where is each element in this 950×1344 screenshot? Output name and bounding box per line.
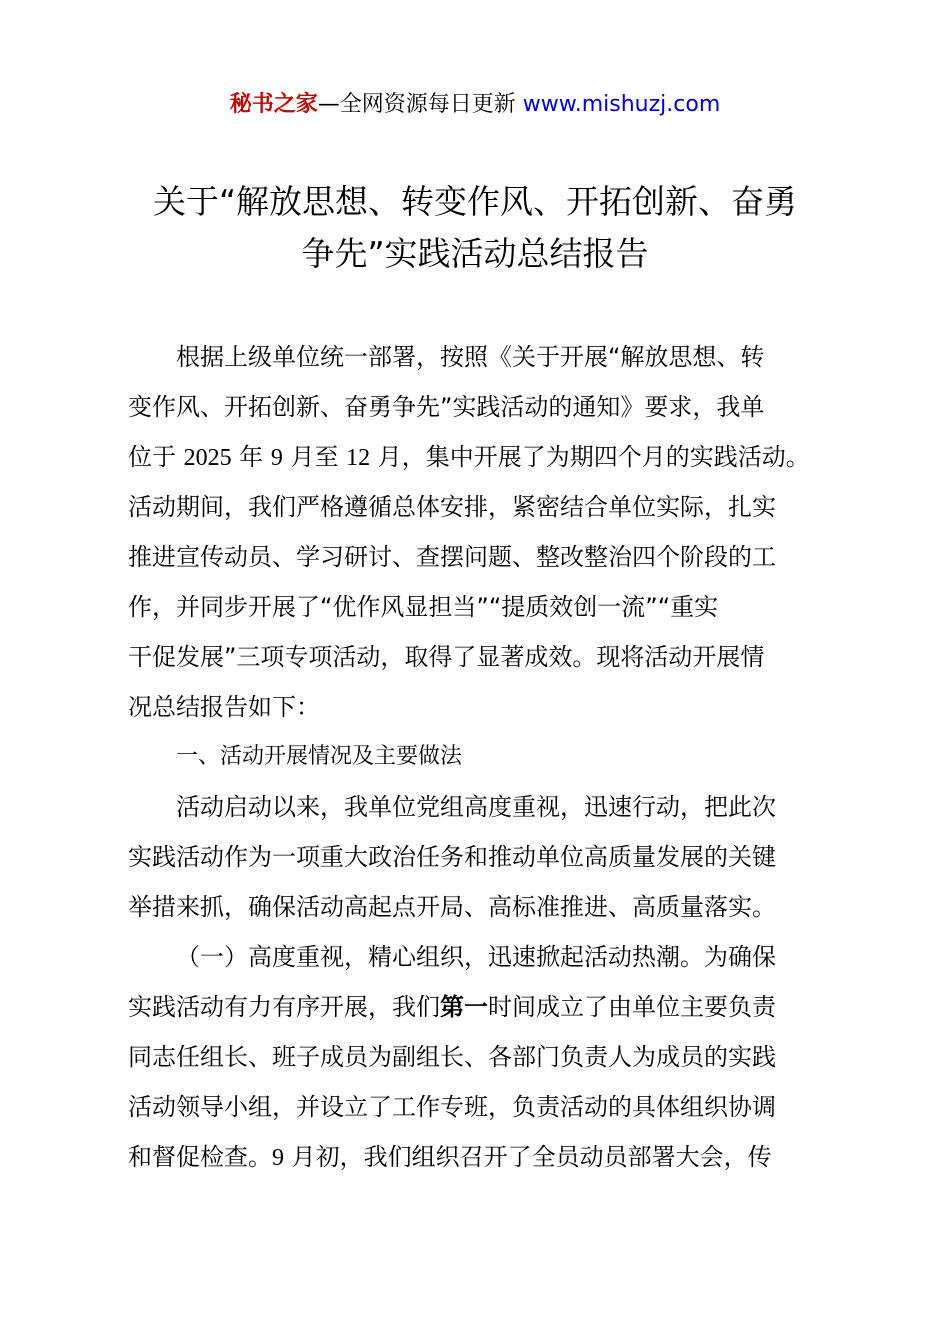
body-line: 活动启动以来，我单位党组高度重视，迅速行动，把此次 — [176, 793, 776, 821]
body-line: 推进宣传动员、学习研讨、查摆问题、整改整治四个阶段的工 — [128, 543, 776, 571]
body-text-fragment: 月至 — [282, 443, 347, 471]
body-line: 干促发展”三项专项活动，取得了显著成效。现将活动开展情 — [128, 643, 765, 671]
body-line: 况总结报告如下： — [128, 693, 320, 721]
body-text-fragment: 时间成立了由单位主要负责 — [488, 993, 776, 1021]
body-text-fragment: 和督促检查。 — [128, 1143, 272, 1171]
body-line: 根据上级单位统一部署，按照《关于开展“解放思想、转 — [176, 343, 765, 371]
month-number: 12 — [346, 445, 371, 471]
brand-name: 秘书之家 — [229, 92, 318, 117]
document-title — [110, 176, 840, 280]
month-number: 9 — [270, 445, 283, 471]
body-line: 同志任组长、班子成员为副组长、各部门负责人为成员的实践 — [128, 1043, 776, 1071]
body-text-fragment: 位于 — [128, 443, 184, 471]
body-line: 活动领导小组，并设立了工作专班，负责活动的具体组织协调 — [128, 1093, 776, 1121]
section-heading: 一、活动开展情况及主要做法 — [176, 744, 463, 769]
body-line: （一）高度重视，精心组织，迅速掀起活动热潮。为确保 — [176, 943, 776, 971]
site-header — [0, 88, 950, 122]
header-tagline: —全网资源每日更新 — [317, 92, 523, 117]
year-number: 2025 — [183, 445, 232, 471]
body-text-fragment: 年 — [231, 443, 271, 471]
body-line: 实践活动作为一项重大政治任务和推动单位高质量发展的关键 — [128, 843, 776, 871]
body-line: 变作风、开拓创新、奋勇争先”实践活动的通知》要求，我单 — [128, 393, 765, 421]
document-body — [128, 332, 848, 1182]
body-line: 举措来抓，确保活动高起点开局、高标准推进、高质量落实。 — [128, 893, 776, 921]
body-line — [128, 982, 848, 1032]
body-line: 作，并同步开展了“优作风显担当”“提质效创一流”“重实 — [128, 593, 719, 621]
bold-emphasis: 第一 — [440, 993, 488, 1021]
site-url[interactable]: www.mishuzj.com — [522, 92, 721, 117]
title-line-2: 争先”实践活动总结报告 — [301, 234, 649, 273]
body-line — [128, 432, 848, 482]
body-line — [128, 1132, 848, 1182]
title-line-1: 关于“解放思想、转变作风、开拓创新、奋勇 — [152, 182, 798, 221]
body-text-fragment: 月初，我们组织召开了全员动员部署大会，传 — [284, 1143, 772, 1171]
body-text-fragment: 实践活动有力有序开展，我们 — [128, 993, 440, 1021]
month-number: 9 — [272, 1145, 284, 1171]
body-text-fragment: 月，集中开展了为期四个月的实践活动。 — [370, 443, 810, 471]
body-line: 活动期间，我们严格遵循总体安排，紧密结合单位实际，扎实 — [128, 493, 776, 521]
